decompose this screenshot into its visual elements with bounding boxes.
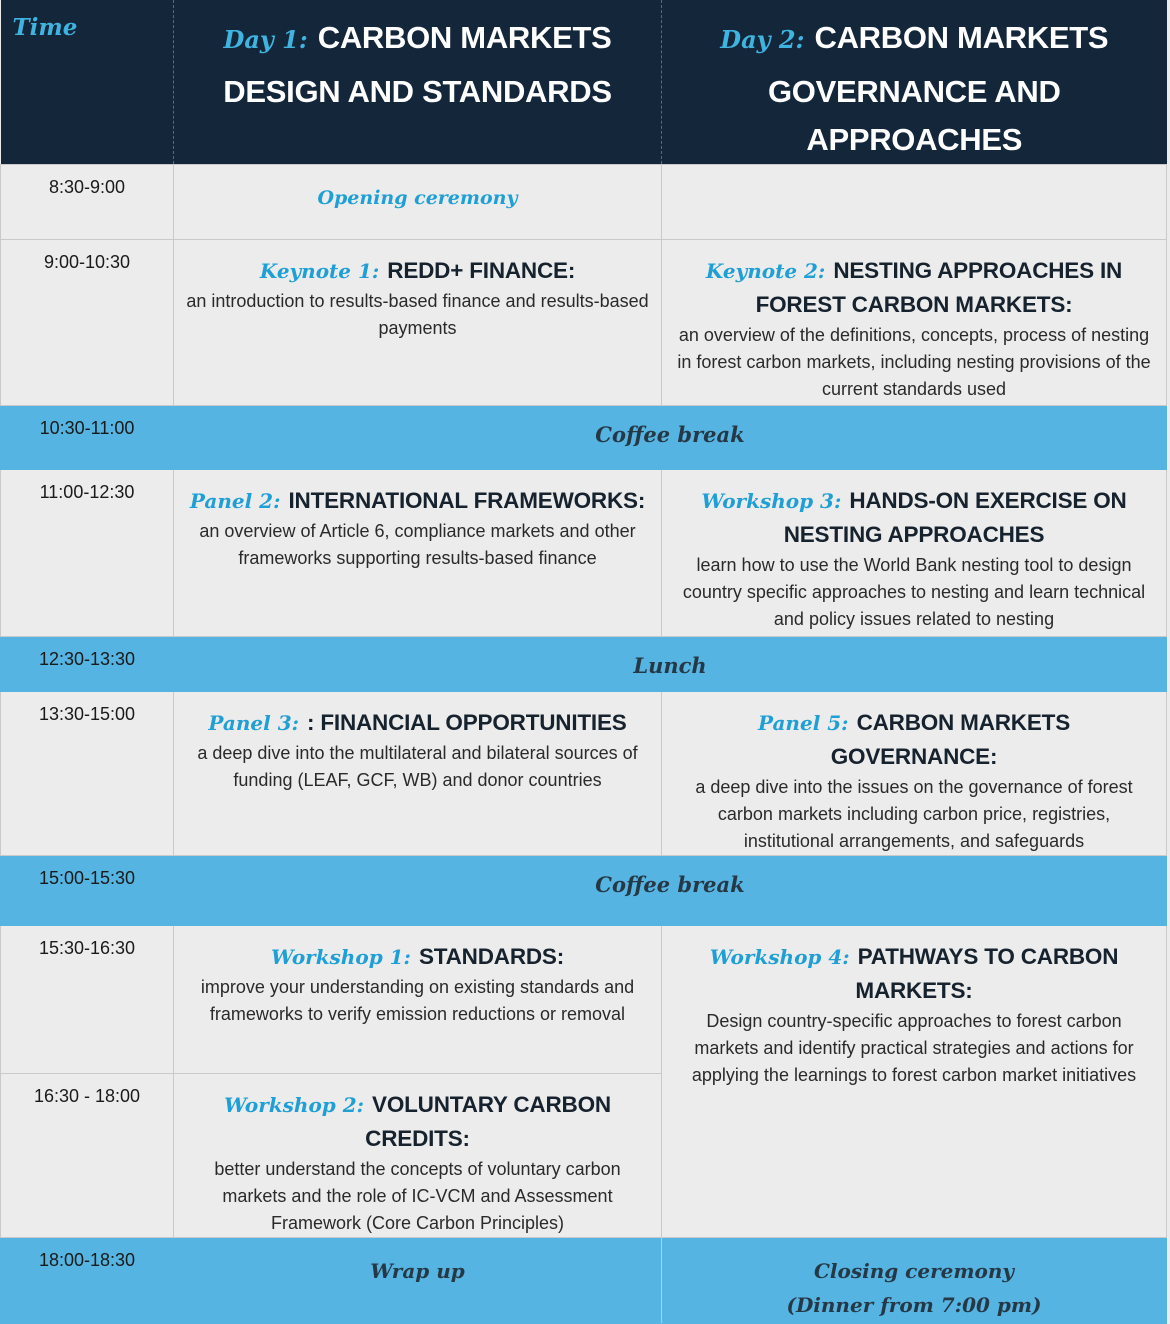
time-column-header <box>1 0 174 165</box>
table-row <box>1 856 1167 926</box>
session-title: : FINANCIAL OPPORTUNITIES <box>307 710 627 735</box>
session-description: improve your understanding on existing standards and frameworks to verify emission reductions or removal <box>200 977 635 1024</box>
time-slot: 8:30-9:00 <box>1 165 174 240</box>
table-row <box>1 926 1167 1074</box>
session-tag: Workshop 3: <box>701 489 842 513</box>
session-tag: Keynote 1: <box>259 259 380 283</box>
session-tag: Panel 5: <box>757 711 849 735</box>
break-label: Coffee break <box>595 872 745 897</box>
time-slot: 13:30-15:00 <box>1 692 174 856</box>
empty-cell <box>662 165 1167 240</box>
table-row <box>1 240 1167 406</box>
session-title: INTERNATIONAL FRAMEWORKS: <box>288 488 646 513</box>
session-description: learn how to use the World Bank nesting tool to design country specific approaches to nesting and learn technical and policy issues related to nesting <box>682 555 1146 629</box>
session-tag: Panel 3: <box>208 711 299 735</box>
time-slot: 15:30-16:30 <box>1 926 174 1074</box>
time-header-label: Time <box>12 14 78 41</box>
break-cell <box>174 406 1167 470</box>
break-label: Coffee break <box>595 422 745 447</box>
time-slot: 16:30 - 18:00 <box>1 1074 174 1238</box>
session-tag: Workshop 2: <box>224 1093 365 1117</box>
session-cell <box>174 692 662 856</box>
wrap-up-label: Wrap up <box>370 1259 465 1283</box>
table-row <box>1 165 1167 240</box>
day1-column-header <box>174 0 662 165</box>
dinner-note: (Dinner from 7:00 pm) <box>786 1293 1042 1317</box>
session-title: CARBON MARKETS GOVERNANCE: <box>830 710 1071 769</box>
session-title: STANDARDS: <box>418 944 565 969</box>
session-title: VOLUNTARY CARBON CREDITS: <box>365 1092 611 1151</box>
closing-ceremony-label: Closing ceremony <box>813 1259 1015 1283</box>
day1-tag: Day 1: <box>223 25 308 54</box>
session-tag: Panel 2: <box>189 489 281 513</box>
session-cell <box>662 926 1167 1238</box>
header-row <box>1 0 1167 165</box>
time-slot: 12:30-13:30 <box>1 637 174 692</box>
time-slot: 9:00-10:30 <box>1 240 174 406</box>
session-tag: Workshop 4: <box>709 945 850 969</box>
break-label: Lunch <box>633 653 707 678</box>
session-tag: Workshop 1: <box>270 945 411 969</box>
session-tag: Keynote 2: <box>705 259 826 283</box>
time-slot: 18:00-18:30 <box>1 1238 174 1324</box>
session-description: a deep dive into the issues on the governance of forest carbon markets including carbon price, registries, institutional arrangements, and safeguards <box>695 777 1133 851</box>
closing-ceremony-cell <box>662 1238 1167 1324</box>
time-slot: 10:30-11:00 <box>1 406 174 470</box>
time-slot: 11:00-12:30 <box>1 470 174 637</box>
session-description: an overview of the definitions, concepts, process of nesting in forest carbon markets, including nesting provisions of the current standards used <box>677 325 1151 399</box>
day2-title-line2: GOVERNANCE AND APPROACHES <box>767 74 1061 157</box>
day2-column-header <box>662 0 1167 165</box>
session-title: PATHWAYS TO CARBON MARKETS: <box>855 944 1119 1003</box>
table-row <box>1 637 1167 692</box>
day1-title-line2: DESIGN AND STANDARDS <box>223 74 612 109</box>
table-row <box>1 692 1167 856</box>
session-description: a deep dive into the multilateral and bilateral sources of funding (LEAF, GCF, WB) and donor countries <box>197 743 638 790</box>
session-cell <box>174 926 662 1074</box>
session-title: HANDS-ON EXERCISE ON NESTING APPROACHES <box>783 488 1127 547</box>
opening-ceremony-cell <box>174 165 662 240</box>
session-cell <box>174 470 662 637</box>
table-row <box>1 406 1167 470</box>
time-slot: 15:00-15:30 <box>1 856 174 926</box>
session-description: an introduction to results-based finance and results-based payments <box>186 291 649 338</box>
session-title: REDD+ FINANCE: <box>387 258 576 283</box>
session-cell <box>662 692 1167 856</box>
table-row <box>1 1238 1167 1324</box>
session-description: better understand the concepts of voluntary carbon markets and the role of IC-VCM and Assessment Framework (Core Carbon Principles) <box>214 1159 621 1233</box>
table-row <box>1 470 1167 637</box>
session-cell <box>662 470 1167 637</box>
event-label: Opening ceremony <box>317 187 518 209</box>
wrap-up-cell <box>174 1238 662 1324</box>
day1-title-line1: CARBON MARKETS <box>317 20 612 55</box>
day2-tag: Day 2: <box>720 25 805 54</box>
session-cell <box>174 240 662 406</box>
break-cell <box>174 856 1167 926</box>
session-description: Design country-specific approaches to forest carbon markets and identify practical strategies and actions for applying the learnings to forest carbon market initiatives <box>691 1011 1137 1085</box>
session-title: NESTING APPROACHES IN FOREST CARBON MARKETS: <box>755 258 1123 317</box>
day2-title-line1: CARBON MARKETS <box>814 20 1109 55</box>
session-cell <box>174 1074 662 1238</box>
session-cell <box>662 240 1167 406</box>
session-description: an overview of Article 6, compliance markets and other frameworks supporting results-based finance <box>199 521 636 568</box>
break-cell <box>174 637 1167 692</box>
